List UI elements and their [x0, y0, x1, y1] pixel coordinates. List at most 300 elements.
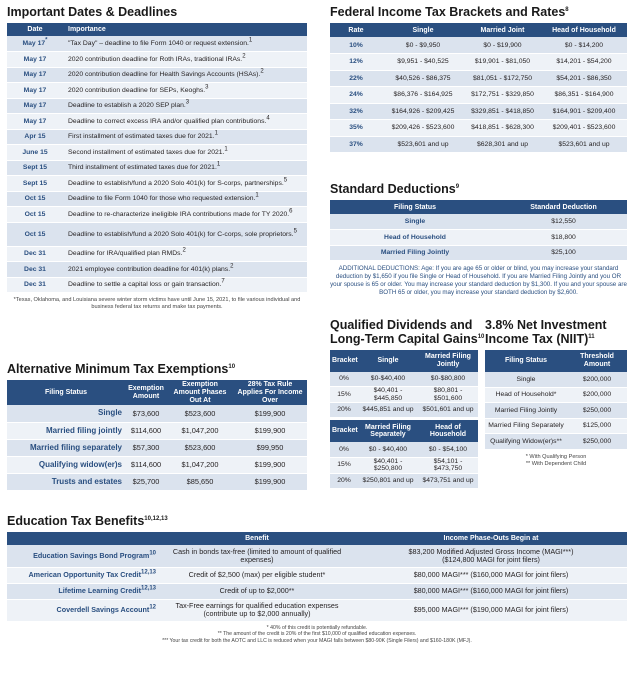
amt-cell-2: $523,600 — [167, 405, 233, 422]
brackets-cell-0: 12% — [330, 54, 382, 71]
deductions-title: Standard Deductions — [330, 182, 456, 196]
amt-cell-1: $57,300 — [125, 439, 167, 456]
dividends-title-line1: Qualified Dividends and — [330, 318, 473, 332]
brackets-cell-1: $9,951 - $40,525 — [382, 54, 464, 71]
brackets-cell-3: $209,401 - $523,600 — [541, 120, 627, 137]
brackets-cell-0: 35% — [330, 120, 382, 137]
date-cell — [7, 222, 63, 246]
dates-row — [7, 262, 307, 278]
education-phaseout-text: $80,000 MAGI*** ($160,000 MAGI for joint filers) — [413, 570, 569, 580]
dates-row — [7, 67, 307, 83]
date-text: Apr 15 — [24, 133, 46, 141]
dividends-b-row — [330, 473, 478, 488]
dates-row — [7, 129, 307, 145]
education-title-sup: 10,12,13 — [144, 515, 168, 522]
date-cell — [7, 160, 63, 176]
deductions-title-sup: 9 — [455, 183, 460, 190]
brackets-cell-1: $86,376 - $164,925 — [382, 87, 464, 104]
education-phaseout-text: $95,000 MAGI*** ($190,000 MAGI for joint filers) — [413, 605, 569, 615]
education-program-sup: 12,13 — [140, 586, 156, 593]
brackets-header-single: Single — [382, 23, 464, 37]
dates-row — [7, 114, 307, 130]
date-cell — [7, 98, 63, 114]
dividends-a-header-joint: Married Filing Jointly — [418, 350, 478, 372]
deductions-cell-0: Single — [330, 214, 500, 230]
brackets-cell-2: $418,851 - $628,300 — [464, 120, 541, 137]
date-text: May 17 — [23, 71, 47, 79]
brackets-row — [330, 103, 627, 120]
date-text: May 17 — [23, 86, 47, 94]
niit-note-2: ** With Dependent Child — [525, 460, 587, 467]
importance-footnote-ref: 1 — [216, 162, 221, 169]
education-note-1: * 40% of this credit is potentially refundable. — [266, 624, 368, 631]
dividends-b-cell-1: $0 - $40,400 — [358, 442, 418, 457]
brackets-header-joint: Married Joint — [464, 23, 541, 37]
education-program-name: Lifetime Learning Credit — [58, 586, 141, 596]
amt-header-exemption: Exemption Amount — [125, 380, 167, 405]
importance-footnote-ref: 2 — [260, 69, 264, 76]
importance-footnote-ref: 4 — [266, 115, 270, 122]
education-header-benefit: Benefit — [159, 532, 355, 545]
dates-row — [7, 98, 307, 114]
niit-cell-1: $250,000 — [567, 434, 627, 450]
amt-cell-3: $199,900 — [233, 473, 307, 490]
dates-row — [7, 176, 307, 192]
importance-text: 2020 contribution deadline for Health Savings Accounts (HSAs). — [68, 71, 261, 79]
date-cell — [7, 262, 63, 278]
education-program-cell — [7, 545, 159, 567]
dividends-a-header-bracket: Bracket — [330, 350, 358, 372]
niit-row — [485, 403, 627, 419]
dates-row — [7, 36, 307, 52]
education-benefit-cell — [159, 583, 355, 599]
brackets-cell-2: $19,901 - $81,050 — [464, 54, 541, 71]
brackets-row — [330, 136, 627, 153]
niit-cell-1: $125,000 — [567, 418, 627, 434]
brackets-cell-1: $209,426 - $523,600 — [382, 120, 464, 137]
date-cell — [7, 277, 63, 293]
deductions-section — [330, 182, 627, 296]
dividends-a-row — [330, 372, 478, 387]
importance-footnote-ref: 2 — [242, 53, 246, 60]
brackets-row — [330, 87, 627, 104]
importance-cell — [63, 36, 307, 52]
date-text: Sept 15 — [22, 164, 48, 172]
importance-footnote-ref: 1 — [224, 146, 228, 153]
education-program-sup: 10 — [149, 550, 156, 557]
amt-cell-0: Married filing jointly — [7, 422, 125, 439]
dates-row — [7, 160, 307, 176]
dividends-b-cell-0: 15% — [330, 457, 358, 473]
niit-title-line1: 3.8% Net Investment — [485, 318, 607, 332]
niit-cell-0: Head of Household* — [485, 387, 567, 403]
niit-cell-1: $200,000 — [567, 372, 627, 388]
niit-table — [485, 350, 627, 450]
amt-cell-0: Trusts and estates — [7, 473, 125, 490]
education-benefit-text: Tax-Free earnings for qualified education expenses — [175, 601, 339, 611]
amt-header-phaseout: Exemption Amount Phases Out At — [167, 380, 233, 405]
dividends-a-cell-0: 0% — [330, 372, 358, 387]
niit-note-1: * With Qualifying Person — [525, 453, 587, 460]
importance-cell — [63, 98, 307, 114]
education-program-name: Education Savings Bond Program — [33, 551, 150, 561]
deductions-header-status: Filing Status — [330, 200, 500, 214]
brackets-cell-2: $0 - $19,900 — [464, 37, 541, 54]
amt-row — [7, 422, 307, 439]
importance-text: "Tax Day" – deadline to file Form 1040 or request extension. — [68, 40, 249, 48]
dividends-b-cell-2: $54,101 - $473,750 — [418, 457, 478, 473]
deductions-cell-0: Married Filing Jointly — [330, 245, 500, 261]
dates-row — [7, 83, 307, 99]
amt-cell-0: Qualifying widow(er)s — [7, 456, 125, 473]
dividends-a-cell-1: $0-$40,400 — [358, 372, 418, 387]
dividends-a-row — [330, 387, 478, 403]
importance-cell — [63, 191, 307, 207]
date-cell — [7, 114, 63, 130]
importance-text: 2021 employee contribution deadline for 401(k) plans. — [68, 265, 231, 273]
education-row — [7, 599, 627, 621]
deductions-cell-1: $18,800 — [500, 230, 627, 246]
education-program-cell — [7, 599, 159, 621]
dates-header-date: Date — [7, 23, 63, 36]
education-phaseout-text: $83,200 Modified Adjusted Gross Income (MAGI***) — [408, 547, 574, 557]
dividends-a-cell-0: 15% — [330, 387, 358, 403]
brackets-cell-0: 10% — [330, 37, 382, 54]
education-section — [7, 514, 627, 644]
importance-text: 2020 contribution deadline for SEPs, Keoghs. — [68, 86, 206, 94]
importance-text: Deadline to settle a capital loss or gain transaction. — [68, 281, 222, 289]
brackets-cell-1: $0 - $9,950 — [382, 37, 464, 54]
dividends-b-header-mfs: Married Filing Separately — [358, 420, 418, 442]
brackets-title-sup: 8 — [565, 6, 569, 13]
brackets-title: Federal Income Tax Brackets and Rates — [330, 5, 566, 19]
importance-text: Deadline to establish/fund a 2020 Solo 401(k) for S-corps, partnerships. — [68, 179, 284, 187]
date-cell — [7, 145, 63, 161]
amt-cell-2: $523,600 — [167, 439, 233, 456]
importance-footnote-ref: 7 — [221, 279, 225, 286]
brackets-cell-0: 24% — [330, 87, 382, 104]
amt-cell-0: Married filing separately — [7, 439, 125, 456]
deductions-additional-note: ADDITIONAL DEDUCTIONS: Age: If you are age 65 or older or blind, you may increase your standard deduction by $1,650 if you file Single or Head of Household. If you are Married Filing Jointly and you OR your spouse is 65 or older. You may increase your standard deduction by $1,300. If you and your spouse are BOTH 65 or older, you may increase your standard deduction by $2,600. — [330, 265, 627, 296]
brackets-cell-3: $86,351 - $164,900 — [541, 87, 627, 104]
importance-cell — [63, 145, 307, 161]
dividends-a-cell-1: $445,851 and up — [358, 403, 418, 418]
importance-cell — [63, 160, 307, 176]
date-cell — [7, 246, 63, 262]
education-benefit-text-2: (contribute up to $2,000 annually) — [203, 609, 311, 619]
importance-footnote-ref: 2 — [182, 248, 186, 255]
niit-row — [485, 418, 627, 434]
importance-text: Deadline to establish a 2020 SEP plan. — [68, 102, 186, 110]
importance-cell — [63, 52, 307, 68]
brackets-cell-0: 22% — [330, 70, 382, 87]
education-program-name: American Opportunity Tax Credit — [28, 570, 141, 580]
amt-cell-1: $73,600 — [125, 405, 167, 422]
education-benefit-text: Credit of $2,500 (max) per eligible student* — [188, 570, 326, 580]
date-text: May 17 — [23, 55, 47, 63]
importance-text: Third installment of estimated taxes due for 2021. — [68, 164, 217, 172]
education-phaseout-cell — [355, 567, 627, 583]
dividends-b-cell-1: $40,401 - $250,800 — [358, 457, 418, 473]
brackets-cell-1: $523,601 and up — [382, 136, 464, 153]
dividends-b-row — [330, 442, 478, 457]
dates-footnote: *Texas, Oklahoma, and Louisiana severe winter storm victims have until June 15, 2021, to file various individual and business federal tax returns and make tax payments. — [13, 297, 301, 311]
brackets-cell-2: $172,751 - $329,850 — [464, 87, 541, 104]
amt-cell-2: $85,650 — [167, 473, 233, 490]
amt-cell-2: $1,047,200 — [167, 422, 233, 439]
amt-cell-3: $199,900 — [233, 405, 307, 422]
dividends-section — [330, 318, 485, 489]
amt-cell-1: $114,600 — [125, 456, 167, 473]
importance-text: First installment of estimated taxes due for 2021. — [68, 133, 215, 141]
education-benefit-text: Credit of up to $2,000** — [219, 586, 295, 596]
brackets-row — [330, 37, 627, 54]
education-benefit-text: Cash in bonds tax-free (limited to amount of qualified expenses) — [172, 547, 342, 565]
dividends-b-row — [330, 457, 478, 473]
niit-title-sup: 11 — [588, 334, 595, 341]
brackets-header-rate: Rate — [330, 23, 382, 37]
date-text: June 15 — [22, 148, 48, 156]
amt-cell-1: $25,700 — [125, 473, 167, 490]
niit-row — [485, 387, 627, 403]
deductions-table — [330, 200, 627, 261]
date-mark: * — [45, 37, 48, 44]
importance-text: Deadline for IRA/qualified plan RMDs. — [68, 250, 183, 258]
date-text: May 17 — [23, 117, 47, 125]
dividends-a-row — [330, 403, 478, 418]
brackets-cell-0: 32% — [330, 103, 382, 120]
dates-row — [7, 52, 307, 68]
dividends-b-cell-0: 20% — [330, 473, 358, 488]
brackets-row — [330, 54, 627, 71]
brackets-table — [330, 23, 627, 153]
date-text: Oct 15 — [24, 230, 46, 238]
brackets-cell-3: $164,901 - $209,400 — [541, 103, 627, 120]
importance-cell — [63, 129, 307, 145]
education-phaseout-text: $80,000 MAGI*** ($160,000 MAGI for joint filers) — [413, 586, 569, 596]
date-text: Dec 31 — [24, 250, 46, 258]
dividends-b-header-hoh: Head of Household — [418, 420, 478, 442]
dividends-b-cell-0: 0% — [330, 442, 358, 457]
date-cell — [7, 176, 63, 192]
dividends-table-a — [330, 350, 478, 418]
education-program-name: Coverdell Savings Account — [56, 605, 150, 615]
date-text: May 17 — [22, 40, 46, 48]
importance-text: Deadline to file Form 1040 for those who requested extension. — [68, 195, 256, 203]
education-program-sup: 12,13 — [140, 570, 156, 577]
brackets-header-hoh: Head of Household — [541, 23, 627, 37]
brackets-row — [330, 120, 627, 137]
education-header-phaseout: Income Phase-Outs Begin at — [355, 532, 627, 545]
date-cell — [7, 36, 63, 52]
importance-text: Deadline to correct excess IRA and/or qualified plan contributions. — [68, 117, 267, 125]
brackets-cell-3: $54,201 - $86,350 — [541, 70, 627, 87]
date-cell — [7, 67, 63, 83]
date-text: Oct 15 — [24, 210, 46, 218]
niit-row — [485, 434, 627, 450]
importance-cell — [63, 222, 307, 246]
niit-cell-0: Married Filing Separately — [485, 418, 567, 434]
niit-section — [485, 318, 627, 468]
niit-title-line2: Income Tax (NIIT) — [485, 332, 589, 347]
niit-cell-0: Single — [485, 372, 567, 388]
education-phaseout-cell — [355, 545, 627, 567]
education-program-cell — [7, 567, 159, 583]
date-cell — [7, 207, 63, 223]
amt-header-status: Filing Status — [7, 380, 125, 405]
importance-cell — [63, 246, 307, 262]
education-table — [7, 532, 627, 622]
niit-cell-0: Qualifying Widow(er)s** — [485, 434, 567, 450]
importance-text: Deadline to establish/fund a 2020 Solo 401(k) for C-corps, sole proprietors. — [68, 230, 294, 238]
brackets-cell-3: $0 - $14,200 — [541, 37, 627, 54]
date-text: Sept 15 — [22, 179, 48, 187]
niit-cell-1: $250,000 — [567, 403, 627, 419]
brackets-cell-1: $164,926 - $209,425 — [382, 103, 464, 120]
amt-section — [7, 362, 307, 491]
dates-row — [7, 207, 307, 223]
amt-cell-3: $199,900 — [233, 456, 307, 473]
importance-cell — [63, 277, 307, 293]
importance-footnote-ref: 5 — [283, 177, 288, 184]
date-text: Dec 31 — [24, 265, 46, 273]
brackets-cell-2: $329,851 - $418,850 — [464, 103, 541, 120]
dates-row — [7, 222, 307, 246]
importance-footnote-ref: 1 — [248, 37, 253, 44]
dates-row — [7, 277, 307, 293]
education-footnotes — [7, 625, 627, 645]
dates-row — [7, 246, 307, 262]
importance-cell — [63, 176, 307, 192]
education-row — [7, 583, 627, 599]
dividends-title-line2: Long-Term Capital Gains — [330, 332, 478, 347]
amt-cell-1: $114,600 — [125, 422, 167, 439]
niit-row — [485, 372, 627, 388]
amt-cell-2: $1,047,200 — [167, 456, 233, 473]
education-benefit-cell — [159, 567, 355, 583]
importance-footnote-ref: 5 — [293, 228, 297, 235]
amt-cell-3: $199,900 — [233, 422, 307, 439]
brackets-section — [330, 5, 627, 153]
dividends-b-cell-1: $250,801 and up — [358, 473, 418, 488]
education-program-sup: 12 — [149, 605, 156, 612]
importance-cell — [63, 114, 307, 130]
education-note-2: ** The amount of the credit is 20% of the first $10,000 of qualified education expenses. — [217, 631, 417, 638]
education-phaseout-cell — [355, 583, 627, 599]
dividends-a-cell-0: 20% — [330, 403, 358, 418]
dates-header-importance: Importance — [63, 23, 307, 36]
dates-row — [7, 191, 307, 207]
amt-row — [7, 473, 307, 490]
date-text: Oct 15 — [24, 195, 46, 203]
importance-footnote-ref: 3 — [205, 84, 209, 91]
brackets-cell-3: $14,201 - $54,200 — [541, 54, 627, 71]
amt-table — [7, 380, 307, 491]
dates-table — [7, 23, 307, 293]
importance-text: Deadline to re-characterize ineligible IRA contributions made for TY 2020. — [68, 210, 290, 218]
dates-title: Important Dates & Deadlines — [7, 5, 178, 19]
date-text: May 17 — [23, 102, 47, 110]
amt-cell-0: Single — [7, 405, 125, 422]
importance-footnote-ref: 1 — [214, 131, 218, 138]
education-row — [7, 567, 627, 583]
importance-cell — [63, 262, 307, 278]
amt-title: Alternative Minimum Tax Exemptions — [7, 362, 229, 376]
importance-cell — [63, 83, 307, 99]
deductions-cell-1: $12,550 — [500, 214, 627, 230]
education-header-program — [7, 532, 159, 545]
deductions-row — [330, 230, 627, 246]
education-note-3: *** Your tax credit for both the AOTC and LLC is reduced when your MAGI falls between $80-90K (Single Filers) and $160-180K (MFJ). — [162, 637, 472, 644]
brackets-cell-2: $81,051 - $172,750 — [464, 70, 541, 87]
importance-footnote-ref: 3 — [185, 100, 190, 107]
education-benefit-cell — [159, 599, 355, 621]
dividends-b-cell-2: $0 - $54,100 — [418, 442, 478, 457]
niit-header-threshold: Threshold Amount — [567, 350, 627, 372]
importance-footnote-ref: 6 — [289, 208, 293, 215]
importance-text: Second installment of estimated taxes due for 2021. — [68, 148, 225, 156]
dividends-b-header-bracket: Bracket — [330, 420, 358, 442]
niit-cell-1: $200,000 — [567, 387, 627, 403]
date-cell — [7, 83, 63, 99]
amt-row — [7, 405, 307, 422]
dividends-table-b — [330, 420, 478, 488]
dividends-a-cell-2: $80,801 - $501,600 — [418, 387, 478, 403]
brackets-row — [330, 70, 627, 87]
amt-row — [7, 456, 307, 473]
brackets-cell-1: $40,526 - $86,375 — [382, 70, 464, 87]
date-cell — [7, 52, 63, 68]
importance-cell — [63, 67, 307, 83]
deductions-cell-1: $25,100 — [500, 245, 627, 261]
amt-row — [7, 439, 307, 456]
importance-text: 2020 contribution deadline for Roth IRAs, traditional IRAs. — [68, 55, 243, 63]
education-phaseout-cell — [355, 599, 627, 621]
niit-header-status: Filing Status — [485, 350, 567, 372]
brackets-cell-3: $523,601 and up — [541, 136, 627, 153]
deductions-cell-0: Head of Household — [330, 230, 500, 246]
date-text: Dec 31 — [24, 281, 46, 289]
importance-footnote-ref: 1 — [255, 193, 259, 200]
date-cell — [7, 191, 63, 207]
amt-title-sup: 10 — [228, 363, 236, 370]
date-cell — [7, 129, 63, 145]
deductions-header-amount: Standard Deduction — [500, 200, 627, 214]
education-row — [7, 545, 627, 567]
education-benefit-cell — [159, 545, 355, 567]
brackets-cell-2: $628,301 and up — [464, 136, 541, 153]
niit-cell-0: Married Filing Jointly — [485, 403, 567, 419]
brackets-cell-0: 37% — [330, 136, 382, 153]
dividends-a-cell-2: $0-$80,800 — [418, 372, 478, 387]
education-title: Education Tax Benefits — [7, 514, 145, 528]
dates-row — [7, 145, 307, 161]
education-program-cell — [7, 583, 159, 599]
dividends-b-cell-2: $473,751 and up — [418, 473, 478, 488]
education-phaseout-text-2: ($124,800 MAGI for joint filers) — [442, 555, 540, 565]
dividends-a-cell-1: $40,401 - $445,850 — [358, 387, 418, 403]
importance-footnote-ref: 2 — [230, 263, 234, 270]
deductions-row — [330, 214, 627, 230]
dividends-title-sup: 10 — [477, 334, 485, 341]
dividends-a-cell-2: $501,601 and up — [418, 403, 478, 418]
amt-header-28pct: 28% Tax Rule Applies For Income Over — [233, 380, 307, 405]
dividends-a-header-single: Single — [358, 350, 418, 372]
amt-cell-3: $99,950 — [233, 439, 307, 456]
importance-cell — [63, 207, 307, 223]
deductions-row — [330, 245, 627, 261]
dates-section — [7, 5, 307, 311]
